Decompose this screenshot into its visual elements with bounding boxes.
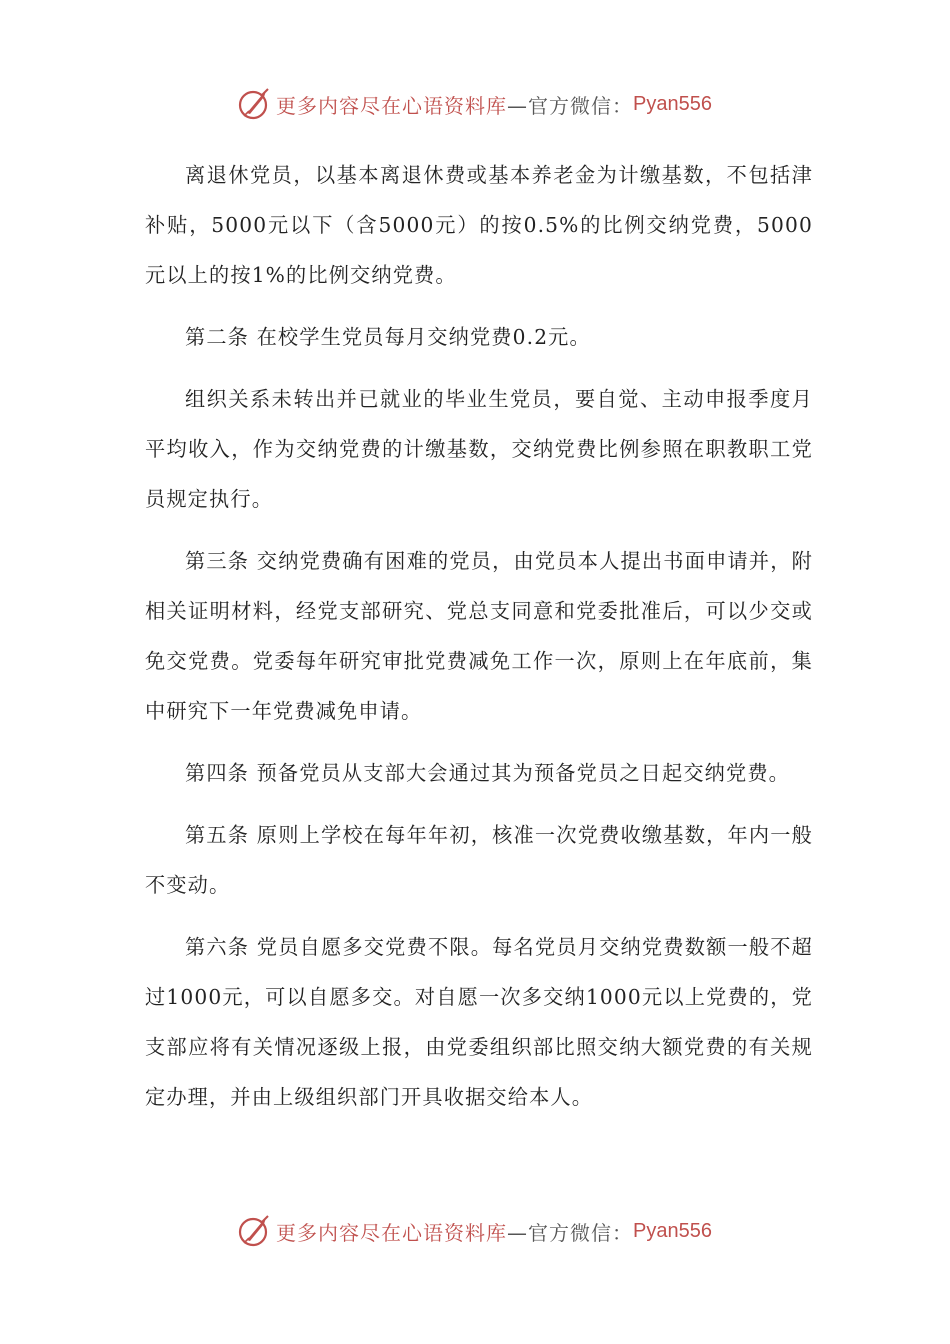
banner-separator: —官方微信： xyxy=(507,93,634,118)
quill-logo-icon xyxy=(238,87,272,121)
banner-separator: —官方微信： xyxy=(507,1220,634,1245)
paragraph-article-6: 第六条 党员自愿多交党费不限。每名党员月交纳党费数额一般不超过1000元，可以自愿多交。对自愿一次多交纳1000元以上党费的，党支部应将有关情况逐级上报，由党委组织部比照交纳大额党费的有关规定办理，并由上级组织部门开具收据交给本人。 xyxy=(145,935,813,1109)
paragraph-graduates: 组织关系未转出并已就业的毕业生党员，要自觉、主动申报季度月平均收入，作为交纳党费的计缴基数，交纳党费比例参照在职教职工党员规定执行。 xyxy=(145,387,813,511)
paragraph-article-3: 第三条 交纳党费确有困难的党员，由党员本人提出书面申请并，附相关证明材料，经党支部研究、党总支同意和党委批准后，可以少交或免交党费。党委每年研究审批党费减免工作一次，原则上在年底前，集中研究下一年党费减免申请。 xyxy=(145,549,813,723)
quill-logo-icon xyxy=(238,1214,272,1248)
footer-banner xyxy=(0,1211,950,1251)
banner-title: 更多内容尽在心语资料库 xyxy=(276,1220,508,1245)
paragraph-retired: 离退休党员，以基本离退休费或基本养老金为计缴基数，不包括津补贴，5000元以下（含5000元）的按0.5%的比例交纳党费，5000元以上的按1%的比例交纳党费。 xyxy=(145,163,813,287)
paragraph-article-2: 第二条 在校学生党员每月交纳党费0.2元。 xyxy=(185,325,591,349)
banner-wechat-id: Pyan556 xyxy=(633,92,712,115)
document-body xyxy=(145,150,813,1134)
paragraph-article-5: 第五条 原则上学校在每年年初，核准一次党费收缴基数，年内一般不变动。 xyxy=(145,823,813,897)
banner-title: 更多内容尽在心语资料库 xyxy=(276,93,508,118)
header-banner xyxy=(0,84,950,124)
banner-wechat-id: Pyan556 xyxy=(633,1219,712,1242)
paragraph-article-4: 第四条 预备党员从支部大会通过其为预备党员之日起交纳党费。 xyxy=(185,761,791,785)
